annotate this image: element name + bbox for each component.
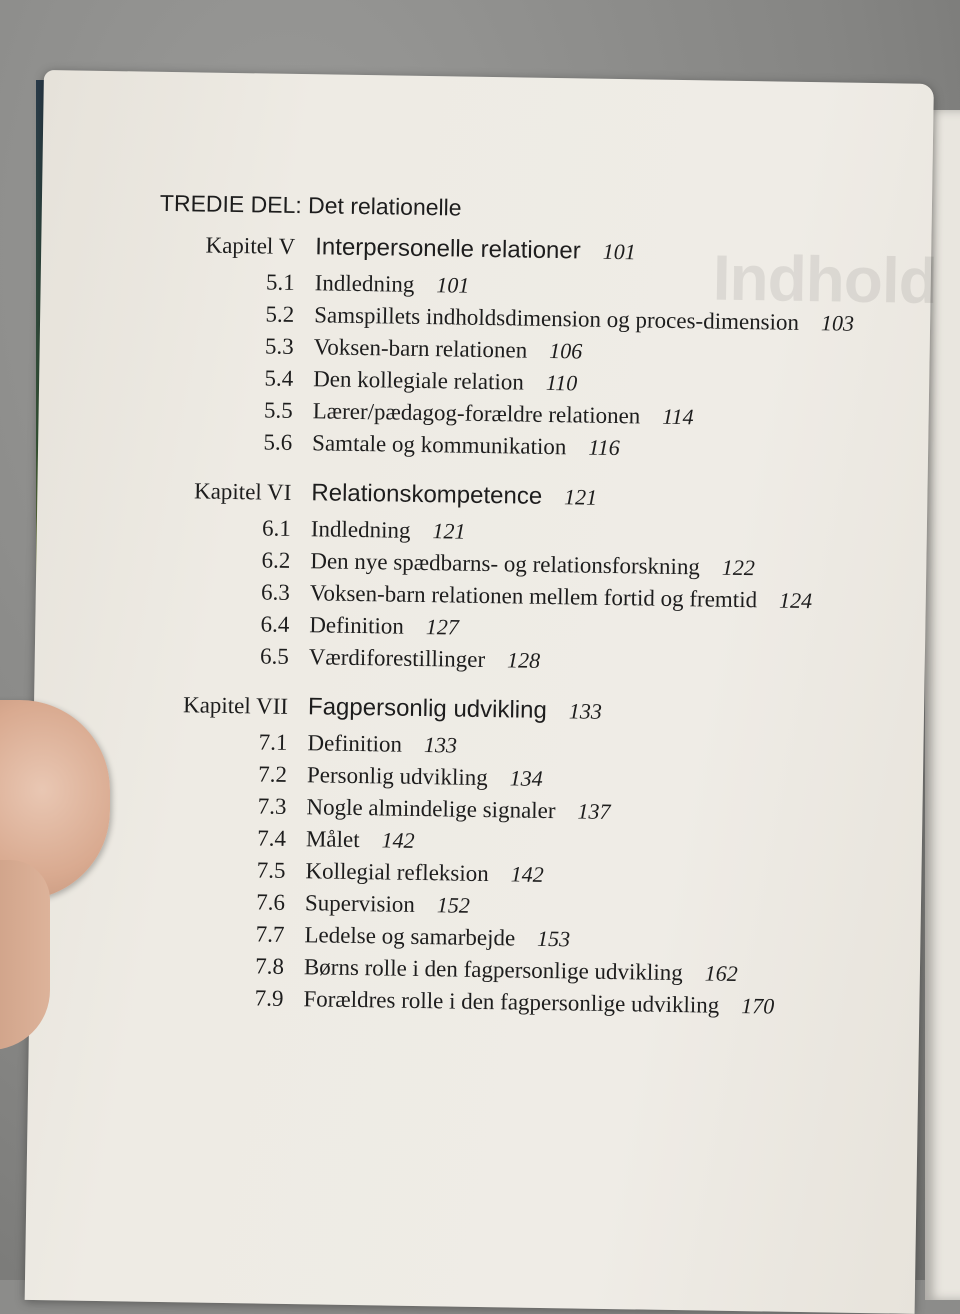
section-title-text: Forældres rolle i den fagpersonlige udvikling	[303, 986, 720, 1018]
chapter-label: Kapitel VI	[193, 478, 292, 505]
section-title-text: Værdiforestillinger	[308, 644, 486, 672]
section-number: 5.3	[264, 333, 294, 359]
section-number: 7.2	[258, 761, 288, 787]
chapter-page-number: 121	[563, 484, 598, 510]
section-page-number: 142	[381, 827, 415, 853]
chapter-title: Fagpersonlig udvikling	[307, 693, 548, 724]
section-number: 6.3	[260, 579, 291, 605]
section-title	[312, 427, 782, 465]
section-number: 6.4	[260, 611, 290, 637]
section-number: 5.1	[265, 269, 295, 295]
section-number: 7.6	[256, 889, 286, 915]
section-page-number: 142	[510, 861, 544, 887]
chapter-list	[147, 231, 899, 1025]
section-title-text: Den kollegiale relation	[312, 366, 525, 395]
chapter	[153, 477, 896, 683]
chapter-page-number: 101	[602, 238, 636, 265]
section-title-text: Indledning	[310, 516, 411, 543]
section-title-text: Samspillets indholdsdimension og proces-dimension	[313, 302, 800, 335]
section-page-number: 101	[436, 272, 470, 298]
section-number: 7.5	[256, 857, 286, 883]
chapter-label: Kapitel V	[205, 232, 296, 259]
chapter-label: Kapitel VII	[182, 692, 289, 719]
table-of-contents	[147, 190, 900, 1045]
section-page-number: 153	[536, 925, 571, 952]
section-page-number: 103	[820, 310, 855, 336]
section-number: 5.5	[263, 397, 293, 423]
section-title-text: Voksen-barn relationen mellem fortid og fremtid	[309, 580, 758, 613]
section-page-number: 110	[545, 369, 578, 396]
chapter-title: Interpersonelle relationer	[315, 233, 581, 265]
section-title-text: Kollegial refleksion	[305, 858, 489, 887]
section-number: 6.2	[261, 547, 291, 573]
section-page-number: 106	[549, 337, 583, 364]
section-page-number: 121	[432, 518, 466, 544]
section-page-number: 170	[741, 993, 775, 1019]
section-title	[303, 983, 774, 1021]
section-title-text: Indledning	[314, 270, 415, 297]
section-title-text: Børns rolle i den fagpersonlige udvikling	[303, 954, 683, 986]
section-title-text: Supervision	[304, 890, 416, 917]
section-number: 5.6	[263, 429, 293, 455]
section-number: 7.3	[257, 793, 287, 819]
section-title-text: Ledelse og samarbejde	[304, 922, 516, 951]
section-title-text: Lærer/pædagog-forældre relationen	[312, 398, 641, 429]
section-page-number: 128	[506, 647, 541, 673]
section-number: 7.7	[255, 921, 285, 947]
chapter	[147, 691, 892, 1025]
section-page-number: 134	[509, 765, 543, 791]
section-page-number: 122	[721, 554, 756, 581]
section-title-text: Voksen-barn relationen	[313, 334, 528, 363]
section-number: 7.4	[257, 825, 287, 851]
section-number: 7.9	[254, 985, 284, 1011]
chapter	[156, 231, 899, 469]
section-number: 5.4	[264, 365, 294, 391]
section-page-number: 116	[588, 434, 620, 461]
section-title-text: Målet	[305, 826, 360, 853]
section-title-text: Definition	[307, 730, 403, 757]
section-number: 7.1	[258, 729, 288, 755]
section-title-text: Den nye spædbarns- og relationsforskning	[310, 548, 701, 580]
section-title-text: Definition	[309, 612, 405, 639]
section-title-text: Nogle almindelige signaler	[306, 794, 556, 824]
part-title: TREDIE DEL: Det relationelle	[159, 189, 462, 221]
show-through-heading: Indhold	[712, 241, 938, 318]
chapter-title: Relationskompetence	[311, 479, 543, 510]
section-page-number: 124	[778, 587, 813, 614]
section-number: 5.2	[265, 301, 295, 327]
section-number: 7.8	[255, 953, 285, 979]
section-page-number: 137	[577, 798, 611, 824]
section-number: 6.5	[259, 643, 290, 669]
book-page	[25, 70, 938, 1314]
section-title-text: Samtale og kommunikation	[311, 430, 567, 460]
chapter-page-number: 133	[568, 698, 603, 724]
section-page-number: 127	[425, 614, 460, 640]
section-page-number: 133	[423, 732, 458, 758]
section-page-number: 114	[662, 403, 694, 430]
section-title-text: Personlig udvikling	[306, 762, 488, 791]
section-page-number: 162	[704, 960, 738, 987]
section-title	[309, 641, 779, 679]
section-number: 6.1	[261, 515, 292, 541]
section-page-number: 152	[436, 892, 471, 918]
